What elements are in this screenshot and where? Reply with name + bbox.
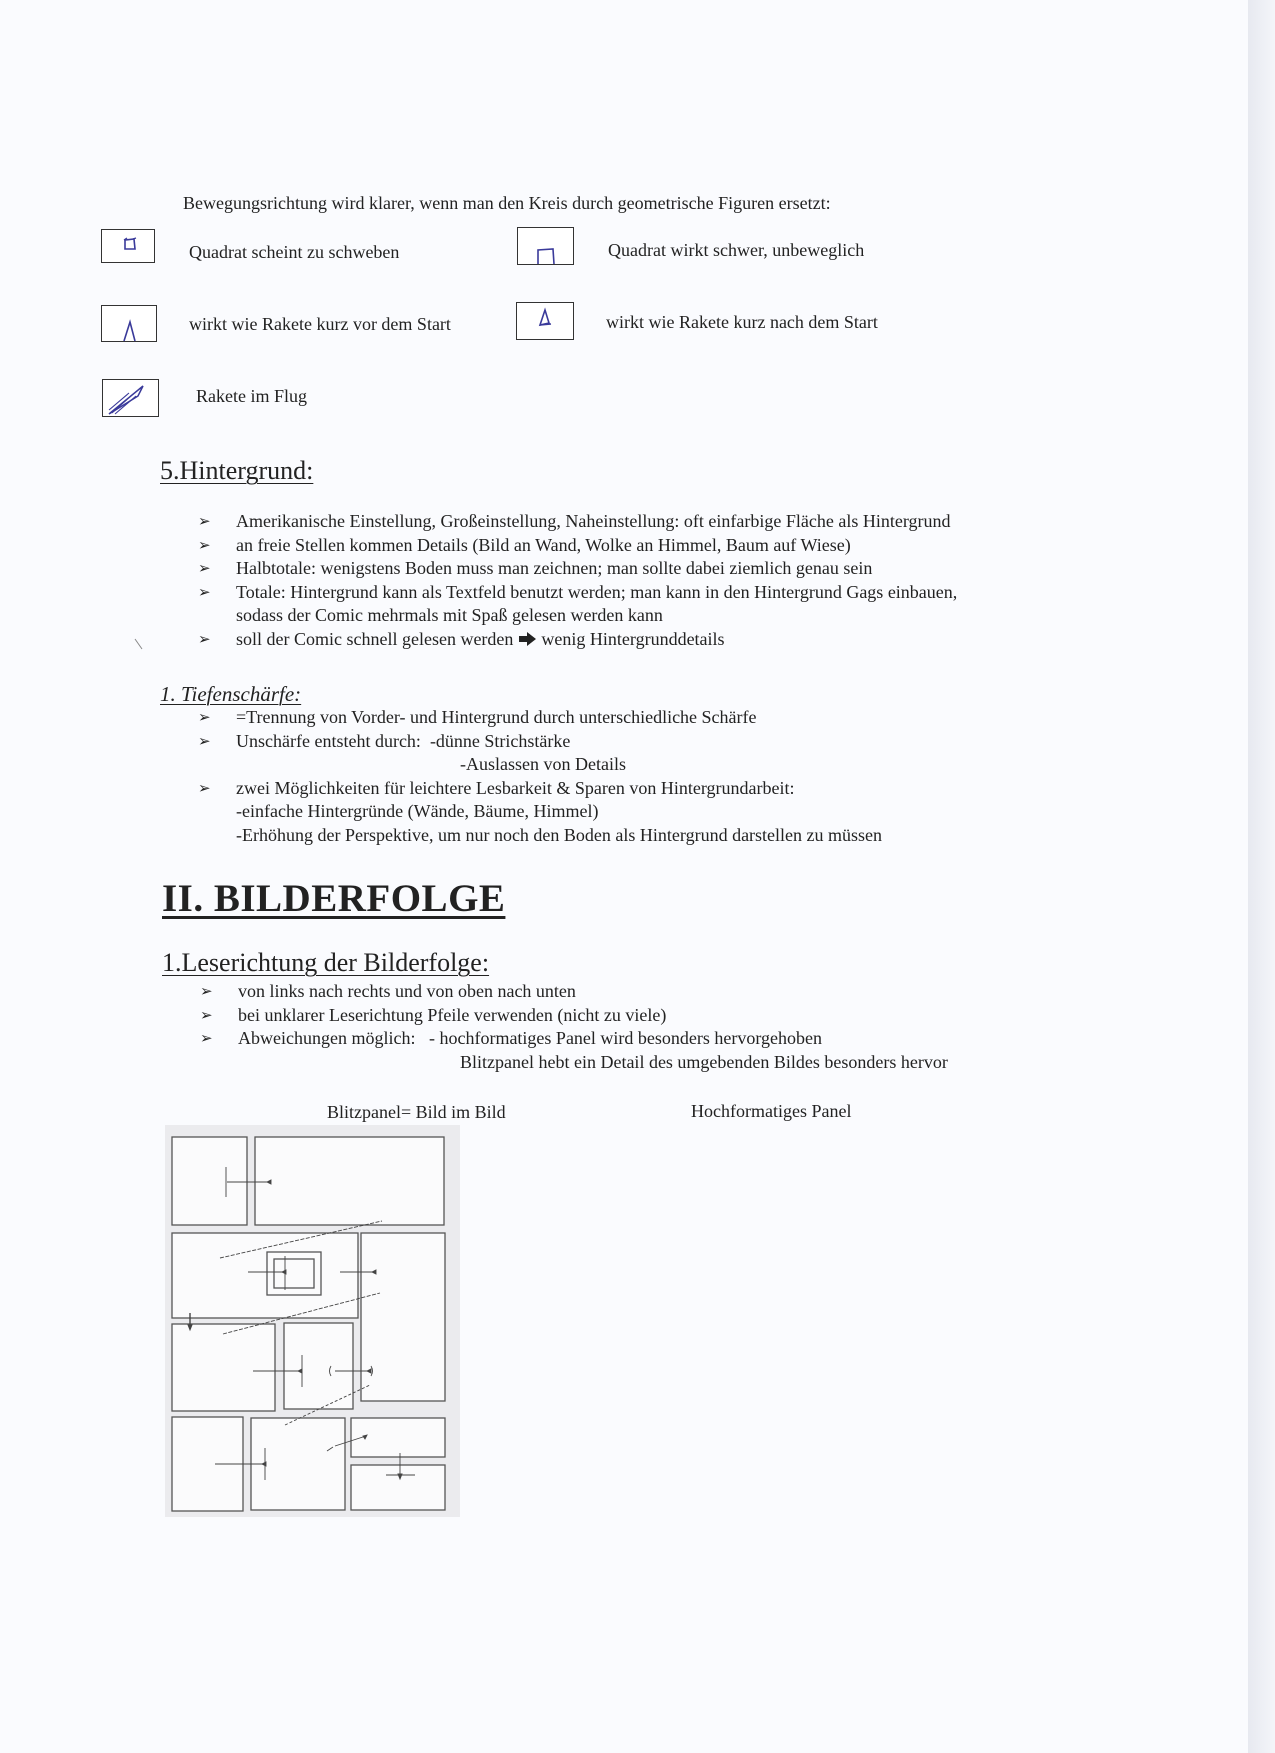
bullet-arrow-icon: ➢: [200, 982, 213, 1000]
list-item: ➢ Totale: Hintergrund kann als Textfeld benutzt werden; man kann in den Hintergrund Gags einbauen, sodass der Comic mehrmals mit Spaß gelesen werden kann: [198, 581, 958, 625]
shape-label-1: Quadrat scheint zu schweben: [189, 242, 400, 262]
list-item: ➢ von links nach rechts und von oben nach unten: [200, 980, 1200, 1004]
right-arrow-icon: [518, 632, 537, 646]
list-item: ➢ an freie Stellen kommen Details (Bild an Wand, Wolke an Himmel, Baum auf Wiese): [198, 534, 1198, 558]
shape-label-2: Quadrat wirkt schwer, unbeweglich: [608, 240, 865, 260]
bullet-arrow-icon: ➢: [198, 582, 211, 601]
bullet-arrow-icon: ➢: [198, 731, 211, 750]
scan-mark: [133, 637, 145, 651]
rocket-after-start-icon: [516, 302, 574, 340]
rocket-before-start-icon: [101, 305, 157, 342]
tiefenschaerfe-list: [198, 706, 1198, 847]
shapes-intro: Bewegungsrichtung wird klarer, wenn man den Kreis durch geometrische Figuren ersetzt:: [183, 193, 831, 213]
bullet-arrow-icon: ➢: [200, 1029, 213, 1047]
list-item: ➢ bei unklarer Leserichtung Pfeile verwenden (nicht zu viele): [200, 1004, 1200, 1028]
heavy-square-icon: [517, 227, 574, 265]
panel-layout-diagram: [165, 1125, 460, 1517]
bullet-arrow-icon: ➢: [198, 559, 211, 577]
caption-hochformat: Hochformatiges Panel: [691, 1101, 852, 1121]
heading-bilderfolge: II. BILDERFOLGE: [162, 877, 506, 920]
caption-blitzpanel: Blitzpanel= Bild im Bild: [327, 1102, 506, 1122]
shape-label-5: Rakete im Flug: [196, 386, 307, 406]
bullet-arrow-icon: ➢: [198, 708, 211, 726]
list-item: ➢ Abweichungen möglich: - hochformatiges Panel wird besonders hervorgehoben: [200, 1027, 1200, 1051]
list-item: ➢ Unschärfe entsteht durch: -dünne Strichstärke: [198, 730, 1198, 754]
hintergrund-list: [198, 510, 1198, 651]
list-item: Blitzpanel hebt ein Detail des umgebenden Bildes besonders hervor: [460, 1051, 948, 1072]
rocket-in-flight-icon: [102, 379, 159, 417]
heading-tiefenschaerfe: 1. Tiefenschärfe:: [160, 682, 302, 706]
bullet-arrow-icon: ➢: [200, 1005, 213, 1024]
bullet-arrow-icon: ➢: [198, 535, 211, 554]
leserichtung-list: [200, 980, 1200, 1074]
heading-leserichtung: 1.Leserichtung der Bilderfolge:: [162, 948, 490, 977]
bullet-arrow-icon: ➢: [198, 512, 211, 530]
shape-label-4: wirkt wie Rakete kurz nach dem Start: [606, 312, 878, 332]
list-item: ➢ Amerikanische Einstellung, Großeinstellung, Naheinstellung: oft einfarbige Fläche als Hintergrund: [198, 510, 1198, 534]
list-item: -Auslassen von Details: [460, 754, 626, 774]
list-item: ➢ Halbtotale: wenigstens Boden muss man zeichnen; man sollte dabei ziemlich genau sein: [198, 557, 1198, 581]
heading-hintergrund: 5.Hintergrund:: [160, 456, 314, 485]
bullet-arrow-icon: ➢: [198, 629, 211, 648]
list-item: ➢ =Trennung von Vorder- und Hintergrund durch unterschiedliche Schärfe: [198, 706, 1198, 730]
list-item: ➢ soll der Comic schnell gelesen werden wenig Hintergrunddetails: [198, 628, 1198, 652]
scan-edge: [1248, 0, 1275, 1753]
shape-label-3: wirkt wie Rakete kurz vor dem Start: [189, 314, 451, 334]
floating-square-icon: [101, 229, 155, 263]
bullet-arrow-icon: ➢: [198, 778, 211, 797]
list-item: ➢ zwei Möglichkeiten für leichtere Lesbarkeit & Sparen von Hintergrundarbeit: -einfache Hintergründe (Wände, Bäume, Himmel) -Erhöhung der Perspektive, um nur noch den Boden als Hintergrund darstellen zu müssen: [198, 777, 883, 845]
